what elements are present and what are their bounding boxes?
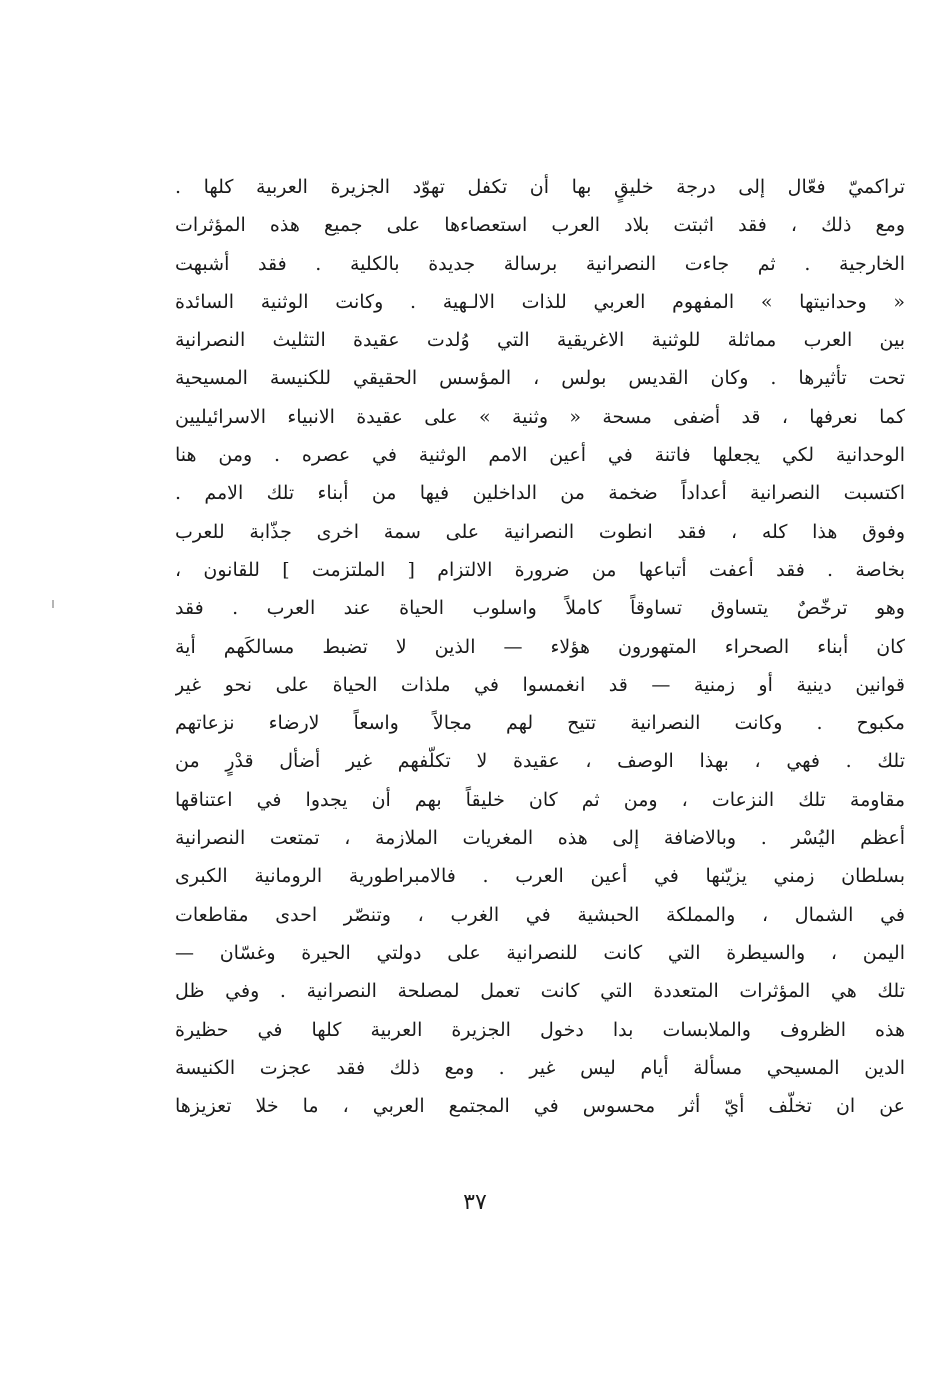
text-line-2: ومع ذلك ، فقد اثبتت بلاد العرب استعصاءها على جميع هذه المؤثرات bbox=[175, 214, 905, 237]
scan-edge-mark bbox=[52, 600, 54, 608]
text-line-6: تحت تأثيرها . وكان القديس بولس ، المؤسس الحقيقي للكنيسة المسيحية bbox=[175, 367, 905, 390]
text-line-5: بين العرب مماثلة للوثنية الاغريقية التي وُلدت عقيدة التثليث النصرانية bbox=[175, 329, 905, 352]
text-line-3: الخارجية . ثم جاءت النصرانية برسالة جديدة بالكلية . فقد أشبهت bbox=[175, 252, 905, 275]
text-line-24: الدين المسيحي مسألة أيام ليس غير . ومع ذلك فقد عجزت الكنيسة bbox=[175, 1056, 905, 1079]
page-number: ٣٧ bbox=[463, 1190, 487, 1215]
text-line-7: كما نعرفها ، قد أضفى مسحة « وثنية » على عقيدة الانبياء الاسرائيليين bbox=[175, 405, 905, 428]
text-line-18: أعظم اليُسْر . وبالاضافة إلى هذه المغريات الملازمة ، تمتعت النصرانية bbox=[175, 827, 905, 850]
text-line-13: كان أبناء الصحراء المتهورون هؤلاء — الذين لا تضبط مسالكَهم أية bbox=[175, 635, 905, 658]
text-line-4: « وحدانيتها » المفهوم العربي للذات الالـهية . وكانت الوثنية السائدة bbox=[175, 290, 905, 313]
text-line-22: تلك هي المؤثرات المتعددة التي كانت تعمل لمصلحة النصرانية . وفي ظل bbox=[175, 980, 905, 1003]
text-line-14: قوانين دينية أو زمنية — قد انغمسوا في ملذات الحياة على نحو غير bbox=[175, 673, 905, 696]
text-line-11: بخاصة . فقد أعفت أتباعها من ضرورة الالتزام [ الملتزمت ] للقانون ، bbox=[175, 558, 905, 581]
text-line-15: مكبوح . وكانت النصرانية تتيح لهم مجالاً واسعاً لارضاء نزعاتهم bbox=[175, 712, 905, 735]
text-line-8: الوحدانية لكي يجعلها فاتنة في أعين الامم الوثنية في عصره . ومن هنا bbox=[175, 444, 905, 467]
text-line-19: بسلطان زمني يزيّنها في أعين العرب . فالامبراطورية الرومانية الكبرى bbox=[175, 865, 905, 888]
text-line-25: عن ان تخلّف أيّ أثر محسوس في المجتمع العربي ، ما خلا تعزيزها bbox=[175, 1095, 905, 1118]
text-line-1: تراكميّ فعّال إلى درجة خليقٍ بها أن تكفل تهوّد الجزيرة العربية كلها . bbox=[175, 176, 905, 198]
text-line-12: وهو ترخّصٌ يتساوق تساوقاً كاملاً واسلوب الحياة عند العرب . فقد bbox=[175, 597, 905, 620]
text-line-16: تلك . فهي ، بهذا الوصف ، عقيدة لا تكلّفهم غير أضأل قدْرٍ من bbox=[175, 750, 905, 773]
text-line-9: اكتسبت النصرانية أعداداً ضخمة من الداخلين فيها من أبناء تلك الامم . bbox=[175, 482, 905, 505]
text-line-20: في الشمال ، والمملكة الحبشية في الغرب ، وتنصّر احدى مقاطعات bbox=[175, 903, 905, 926]
text-line-10: وفوق هذا كله ، فقد انطوت النصرانية على سمة اخرى جذّابة للعرب bbox=[175, 520, 905, 543]
text-line-21: اليمن ، والسيطرة التي كانت للنصرانية على دولتي الحيرة وغسّان — bbox=[175, 941, 905, 964]
body-text bbox=[175, 168, 905, 1125]
text-line-23: هذه الظروف والملابسات بدا دخول الجزيرة العربية كلها في حظيرة bbox=[175, 1018, 905, 1041]
text-line-17: مقاومة تلك النزعات ، ومن ثم كان خليقاً بهم أن يجدوا في اعتناقها bbox=[175, 788, 905, 811]
